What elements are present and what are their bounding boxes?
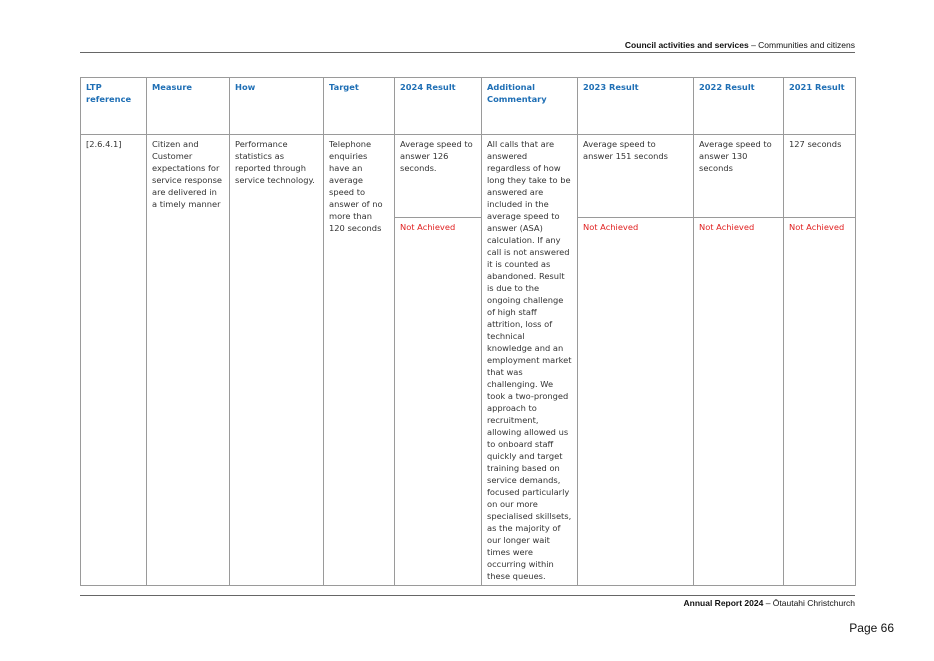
target-cell: Telephone enquiries have an average speed to answer of no more than 120 seconds xyxy=(324,135,395,586)
performance-measures-table xyxy=(80,77,856,586)
col-2023-result: 2023 Result xyxy=(578,78,694,135)
status-2023-cell: Not Achieved xyxy=(578,218,694,586)
footer-rule xyxy=(80,595,855,596)
result-2023-cell: Average speed to answer 151 seconds xyxy=(578,135,694,218)
header-section-title: Council activities and services xyxy=(624,40,749,50)
col-additional-commentary: Additional Commentary xyxy=(482,78,578,135)
result-2024-cell: Average speed to answer 126 seconds. xyxy=(395,135,482,218)
commentary-cell: All calls that are answered regardless of how long they take to be answered are included in the average speed to answer (ASA) calculation. If any call is not answered it is counted as abandoned. Result is due to the ongoing challenge of high staff attrition, loss of technical knowledge and an employment market that was challenging. We took a two-pronged approach to recruitment, allowing allowed us to onboard staff quickly and target training based on service demands, focused particularly on our more specialised skillsets, as the majority of our longer wait times were occurring within these queues. xyxy=(482,135,578,586)
table-header-row xyxy=(81,78,856,135)
running-header xyxy=(80,40,855,50)
table-row xyxy=(81,135,856,218)
col-2022-result: 2022 Result xyxy=(694,78,784,135)
result-2021-cell: 127 seconds xyxy=(784,135,856,218)
col-2021-result: 2021 Result xyxy=(784,78,856,135)
header-rule xyxy=(80,52,855,53)
col-how: How xyxy=(230,78,324,135)
header-section-subtitle: – Communities and citizens xyxy=(748,40,855,50)
result-2022-cell: Average speed to answer 130 seconds xyxy=(694,135,784,218)
col-measure: Measure xyxy=(147,78,230,135)
col-2024-result: 2024 Result xyxy=(395,78,482,135)
status-2022-cell: Not Achieved xyxy=(694,218,784,586)
status-2021-cell: Not Achieved xyxy=(784,218,856,586)
status-2024-cell: Not Achieved xyxy=(395,218,482,586)
footer-report-location: – Ōtautahi Christchurch xyxy=(763,598,855,608)
col-ltp-reference: LTP reference xyxy=(81,78,147,135)
how-cell: Performance statistics as reported through service technology. xyxy=(230,135,324,586)
col-target: Target xyxy=(324,78,395,135)
page-number: Page 66 xyxy=(849,621,894,635)
ltp-reference-cell: [2.6.4.1] xyxy=(81,135,147,586)
measure-cell: Citizen and Customer expectations for service response are delivered in a timely manner xyxy=(147,135,230,586)
footer-report-title: Annual Report 2024 xyxy=(683,598,764,608)
running-footer xyxy=(80,598,855,608)
